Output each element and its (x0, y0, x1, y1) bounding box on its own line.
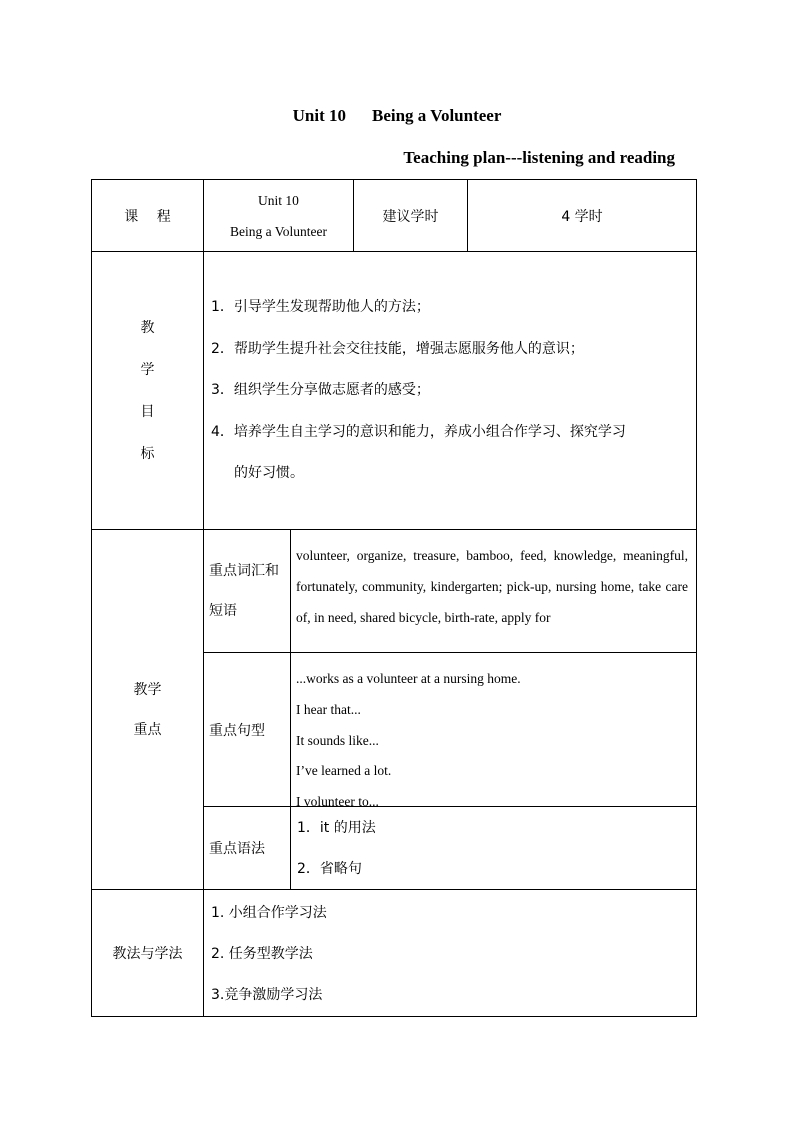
course-unit (204, 180, 353, 251)
grammar-label: 重点语法 (209, 841, 265, 857)
objective-item: 4．培养学生自主学习的意识和能力，养成小组合作学习、探究学习 (211, 423, 626, 440)
method-item: 2. 任务型教学法 (211, 946, 313, 962)
course-unit-line1: Unit 10 (258, 192, 299, 208)
key-points-label-line2: 重点 (133, 721, 162, 738)
objective-item: 1．引导学生发现帮助他人的方法； (211, 299, 430, 315)
objectives-label-char: 教 (140, 319, 155, 336)
sentence-item: I volunteer to... (296, 794, 379, 810)
objectives-label-char: 学 (140, 361, 155, 378)
document-subtitle: Teaching plan---listening and reading (403, 148, 675, 167)
sentences-list (296, 664, 521, 818)
grammar-item: 1．it 的用法 (297, 820, 376, 836)
sentence-item: It sounds like... (296, 732, 379, 748)
sentence-item: ...works as a volunteer at a nursing home. (296, 671, 521, 686)
methods-list (211, 902, 327, 1025)
objectives-list (211, 296, 691, 504)
suggested-hours-value: 4 学时 (561, 208, 603, 225)
course-label: 课 程 (124, 208, 171, 225)
unit-title: Being a Volunteer (371, 106, 502, 125)
grammar-item: 2．省略句 (297, 861, 362, 877)
objectives-label-char: 标 (140, 445, 155, 462)
objectives-label-char: 目 (140, 403, 155, 420)
suggested-hours-label: 建议学时 (382, 208, 439, 225)
method-item: 3.竞争激励学习法 (211, 987, 323, 1003)
key-points-label-line1: 教学 (133, 681, 162, 698)
vocab-list: volunteer, organize, treasure, bamboo, feed, knowledge, meaningful, fortunately, community, kindergarten; pick-up, nursing home, take care of, in need, shared bicycle, birth-rate, apply for (296, 548, 688, 625)
sentence-item: I hear that... (296, 701, 361, 717)
sentences-label: 重点句型 (209, 722, 265, 739)
vocab-label: 重点词汇和短语 (209, 563, 279, 619)
objectives-label (92, 252, 203, 529)
key-points-label (92, 530, 203, 889)
method-item: 1. 小组合作学习法 (211, 905, 327, 921)
methods-label: 教法与学法 (112, 946, 183, 962)
grammar-list (297, 817, 376, 899)
objective-item: 2．帮助学生提升社会交往技能，增强志愿服务他人的意识； (211, 340, 584, 357)
course-unit-line2: Being a Volunteer (230, 223, 327, 239)
document-title (0, 106, 794, 126)
sentence-item: I’ve learned a lot. (296, 763, 392, 779)
objective-item-continued: 的好习惯。 (234, 465, 304, 481)
objective-item: 3．组织学生分享做志愿者的感受； (211, 382, 430, 398)
unit-number: Unit 10 (292, 106, 346, 125)
